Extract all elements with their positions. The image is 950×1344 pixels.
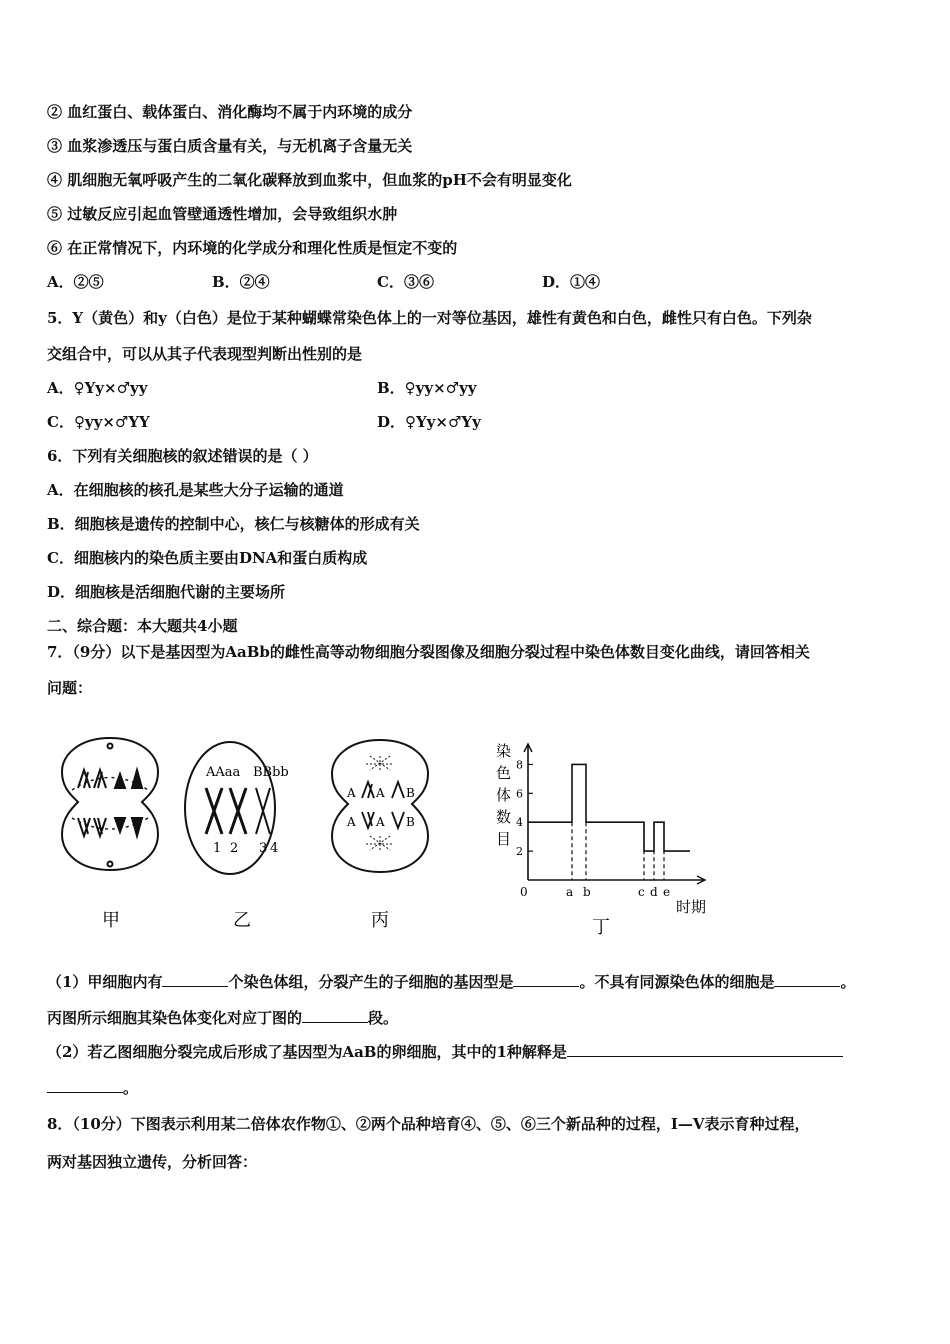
q4-item-3: ③ 血浆渗透压与蛋白质含量有关，与无机离子含量无关: [47, 137, 413, 155]
q7-sub1-line2: [47, 1008, 398, 1028]
q7-sub1-part-b: 个染色体组，分裂产生的子细胞的基因型是: [228, 973, 514, 991]
label-yi: 乙: [233, 910, 251, 931]
section-heading: 二、综合题：本大题共4小题: [47, 617, 238, 635]
y-axis-label-char: 色: [496, 764, 512, 782]
x-mark-label: e: [663, 885, 671, 899]
cell-jia: [62, 738, 158, 870]
x-mark-label: d: [650, 885, 658, 899]
q7-sub1-line1: [47, 972, 856, 992]
bing-gene-2: A: [376, 786, 385, 800]
q6-option-c: C．细胞核内的染色质主要由DNA和蛋白质构成: [47, 549, 368, 567]
x-axis-label: 时期: [676, 898, 707, 916]
q4-option-d: D．①④: [542, 273, 601, 291]
origin-label: 0: [520, 885, 528, 899]
q7-sub1-part-a: （1）甲细胞内有: [47, 973, 163, 991]
q5-option-b: B．♀yy×♂yy: [377, 379, 477, 397]
q4-item-6: ⑥ 在正常情况下，内环境的化学成分和理化性质是恒定不变的: [47, 239, 458, 257]
label-jia: 甲: [102, 910, 120, 931]
bing-gene-5: A: [376, 815, 385, 829]
yi-number-4: 4: [270, 841, 279, 856]
q7-sub2-end: 。: [123, 1079, 139, 1097]
q4-option-a: A．②⑤: [47, 273, 104, 291]
yi-genes-left: AAaa: [206, 765, 241, 780]
q5-option-c: C．♀yy×♂YY: [47, 413, 150, 431]
q7-blank-4[interactable]: [302, 1008, 368, 1023]
y-tick-label: 8: [516, 758, 523, 772]
bing-gene-1: A: [347, 786, 356, 800]
x-mark-label: c: [638, 885, 645, 899]
q8-stem-line1: 8．（10分）下图表示利用某二倍体农作物①、②两个品种培育④、⑤、⑥三个新品种的过程，Ⅰ—Ⅴ表示育种过程，: [47, 1115, 810, 1133]
q7-sub1-line2-b: 段。: [368, 1009, 399, 1027]
q5-option-a: A．♀Yy×♂yy: [47, 379, 148, 397]
bing-gene-6: B: [406, 815, 415, 829]
q4-item-4: ④ 肌细胞无氧呼吸产生的二氧化碳释放到血浆中，但血浆的pH不会有明显变化: [47, 171, 572, 189]
q7-stem-line2: 问题：: [47, 679, 93, 697]
chart-ding: [496, 742, 706, 916]
q6-option-b: B．细胞核是遗传的控制中心，核仁与核糖体的形成有关: [47, 515, 420, 533]
q7-blank-2[interactable]: [513, 972, 579, 987]
q4-item-5: ⑤ 过敏反应引起血管壁通透性增加，会导致组织水肿: [47, 205, 398, 223]
yi-number-1: 1: [213, 841, 222, 856]
y-axis-label-char: 目: [496, 830, 512, 848]
q6-option-d: D．细胞核是活细胞代谢的主要场所: [47, 583, 286, 601]
label-bing: 丙: [371, 910, 389, 931]
q5-stem-line1: 5．Y（黄色）和y（白色）是位于某种蝴蝶常染色体上的一对等位基因，雄性有黄色和白色，雌性只有白色。下列杂: [47, 309, 812, 327]
q7-stem-line1: 7．（9分）以下是基因型为AaBb的雌性高等动物细胞分裂图像及细胞分裂过程中染色体数目变化曲线，请回答相关: [47, 643, 810, 661]
q4-item-2: ② 血红蛋白、载体蛋白、消化酶均不属于内环境的成分: [47, 103, 413, 121]
yi-number-3: 3: [259, 841, 268, 856]
q7-blank-5-continued[interactable]: [47, 1078, 123, 1093]
chromosome-count-line: [528, 764, 690, 851]
y-axis-label-char: 数: [496, 808, 512, 826]
q6-option-a: A．在细胞核的核孔是某些大分子运输的通道: [47, 481, 344, 499]
x-mark-label: b: [583, 885, 591, 899]
q7-sub1-part-d: 。: [840, 973, 856, 991]
y-tick-label: 2: [516, 845, 523, 859]
q4-option-b: B．②④: [212, 273, 270, 291]
bing-gene-3: B: [406, 786, 415, 800]
q7-sub2-line1: [47, 1042, 843, 1062]
y-axis-label-char: 染: [496, 742, 512, 760]
q6-stem: 6．下列有关细胞核的叙述错误的是（ ）: [47, 447, 318, 465]
q4-option-c: C．③⑥: [377, 273, 434, 291]
q7-sub1-part-c: 。不具有同源染色体的细胞是: [579, 973, 775, 991]
y-axis-label-char: 体: [496, 786, 512, 804]
q7-sub2-line2: [47, 1078, 138, 1098]
q7-sub1-line2-a: 丙图所示细胞其染色体变化对应丁图的: [47, 1009, 303, 1027]
q7-blank-3[interactable]: [774, 972, 840, 987]
cell-bing: [332, 740, 428, 872]
y-tick-label: 4: [516, 816, 523, 830]
q7-blank-1[interactable]: [162, 972, 228, 987]
label-ding: 丁: [592, 917, 610, 938]
x-mark-label: a: [566, 885, 574, 899]
q7-figure: [40, 730, 740, 945]
q8-stem-line2: 两对基因独立遗传，分析回答：: [47, 1153, 258, 1171]
q5-option-d: D．♀Yy×♂Yy: [377, 413, 481, 431]
yi-number-2: 2: [230, 841, 239, 856]
y-tick-label: 6: [516, 787, 523, 801]
q5-stem-line2: 交组合中，可以从其子代表现型判断出性别的是: [47, 345, 363, 363]
q7-blank-5[interactable]: [567, 1042, 843, 1057]
bing-gene-4: A: [347, 815, 356, 829]
yi-genes-right: BBbb: [253, 765, 289, 780]
q7-sub2-part-a: （2）若乙图细胞分裂完成后形成了基因型为AaB的卵细胞，其中的1种解释是: [47, 1043, 567, 1061]
